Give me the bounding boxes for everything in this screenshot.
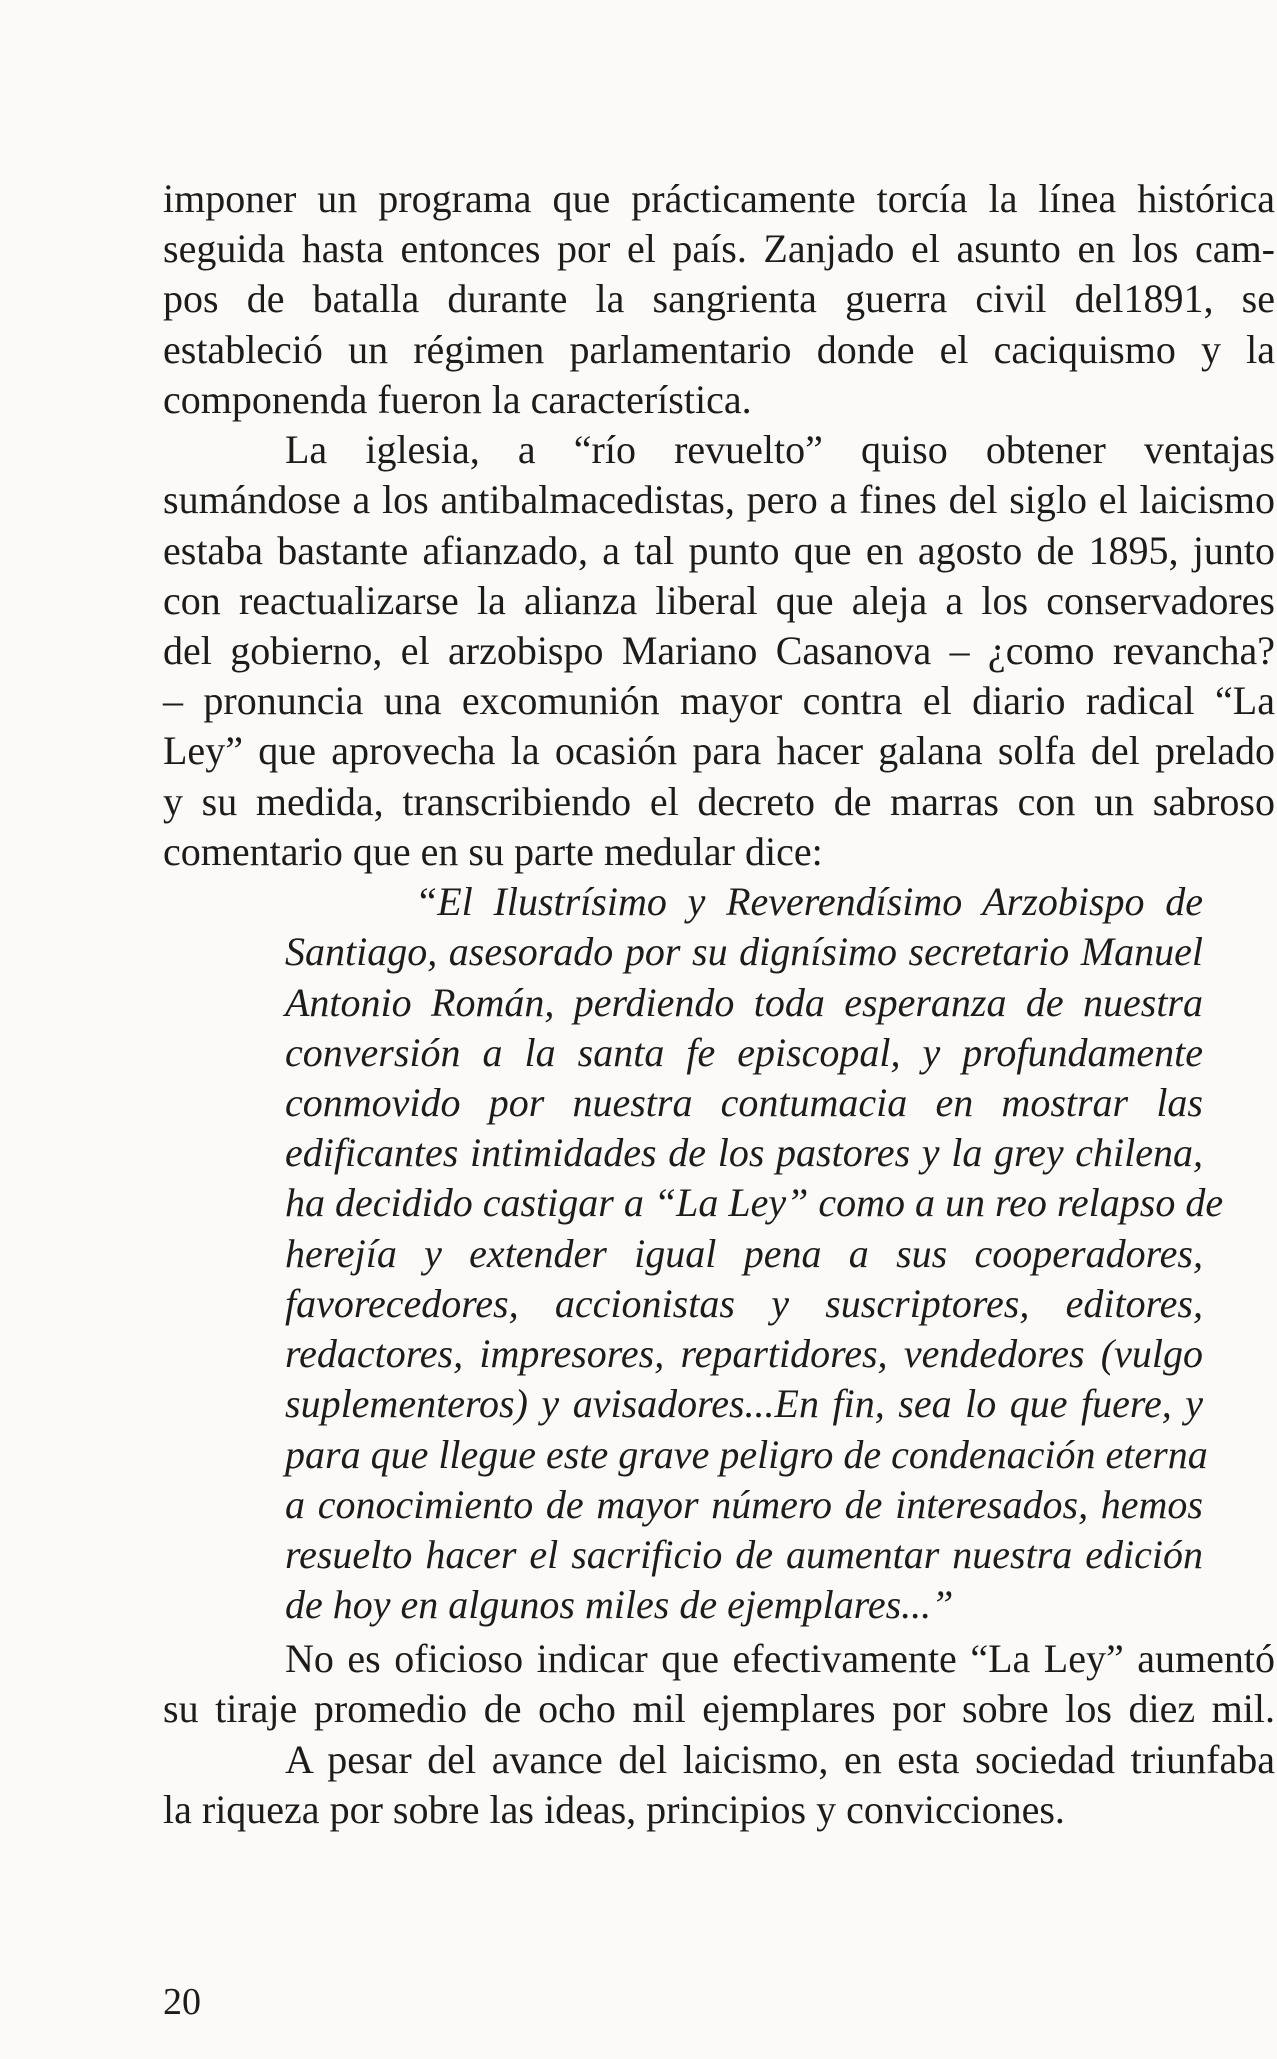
text-line: Ley” que aprovecha la ocasión para hacer galana solfa del prelado bbox=[163, 728, 1275, 774]
text-line: A pesar del avance del laicismo, en esta sociedad triunfaba bbox=[285, 1736, 1275, 1782]
quote-line: redactores, impresores, repartidores, vendedores (vulgo bbox=[285, 1331, 1203, 1377]
text-line: la riqueza por sobre las ideas, principios y convicciones. bbox=[163, 1786, 1065, 1832]
text-line: con reactualizarse la alianza liberal que aleja a los conservadores bbox=[163, 577, 1275, 623]
text-line: pos de batalla durante la sangrienta guerra civil del1891, se bbox=[163, 276, 1275, 322]
quote-line: favorecedores, accionistas y suscriptores, editores, bbox=[285, 1280, 1203, 1326]
quote-line: de hoy en algunos miles de ejemplares...” bbox=[285, 1582, 954, 1628]
quote-line: herejía y extender igual pena a sus cooperadores, bbox=[285, 1230, 1203, 1276]
text-line: – pronuncia una excomunión mayor contra el diario radical “La bbox=[163, 678, 1275, 724]
quote-line: suplementeros) y avisadores...En fin, sea lo que fuere, y bbox=[285, 1381, 1203, 1427]
text-line: imponer un programa que prácticamente torcía la línea histórica bbox=[163, 176, 1275, 222]
text-line: No es oficioso indicar que efectivamente “La Ley” aumentó bbox=[285, 1636, 1275, 1682]
page-number: 20 bbox=[163, 1981, 201, 2023]
quote-line: conmovido por nuestra contumacia en mostrar las bbox=[285, 1080, 1203, 1125]
text-line: componenda fueron la característica. bbox=[163, 376, 752, 422]
text-line: del gobierno, el arzobispo Mariano Casanova – ¿como revancha? bbox=[163, 628, 1275, 674]
quote-line: ha decidido castigar a “La Ley” como a un reo relapso de bbox=[285, 1180, 1224, 1226]
quote-line: resuelto hacer el sacrificio de aumentar nuestra edición bbox=[285, 1531, 1203, 1577]
text-line: seguida hasta entonces por el país. Zanjado el asunto en los cam- bbox=[163, 226, 1275, 272]
quote-line: a conocimiento de mayor número de interesados, hemos bbox=[285, 1481, 1203, 1527]
quote-line: para que llegue este grave peligro de condenación eterna bbox=[285, 1431, 1208, 1477]
text-line: comentario que en su parte medular dice: bbox=[163, 828, 823, 874]
text-line: estaba bastante afianzado, a tal punto que en agosto de 1895, junto bbox=[163, 527, 1275, 573]
quote-line: edificantes intimidades de los pastores y la grey chilena, bbox=[285, 1130, 1203, 1176]
text-line: sumándose a los antibalmacedistas, pero a fines del siglo el laicismo bbox=[163, 477, 1275, 523]
quote-line: conversión a la santa fe episcopal, y profundamente bbox=[285, 1029, 1203, 1075]
text-line: su tiraje promedio de ocho mil ejemplares por sobre los diez mil. bbox=[163, 1686, 1275, 1732]
text-line: estableció un régimen parlamentario donde el caciquismo y la bbox=[163, 326, 1275, 372]
quote-line: Santiago, asesorado por su dignísimo secretario Manuel bbox=[285, 929, 1203, 975]
quote-line: Antonio Román, perdiendo toda esperanza de nuestra bbox=[285, 979, 1203, 1025]
quote-line: “El Ilustrísimo y Reverendísimo Arzobispo de bbox=[415, 879, 1203, 925]
text-line: y su medida, transcribiendo el decreto de marras con un sabroso bbox=[163, 778, 1275, 824]
text-line: La iglesia, a “río revuelto” quiso obtener ventajas bbox=[285, 427, 1275, 473]
